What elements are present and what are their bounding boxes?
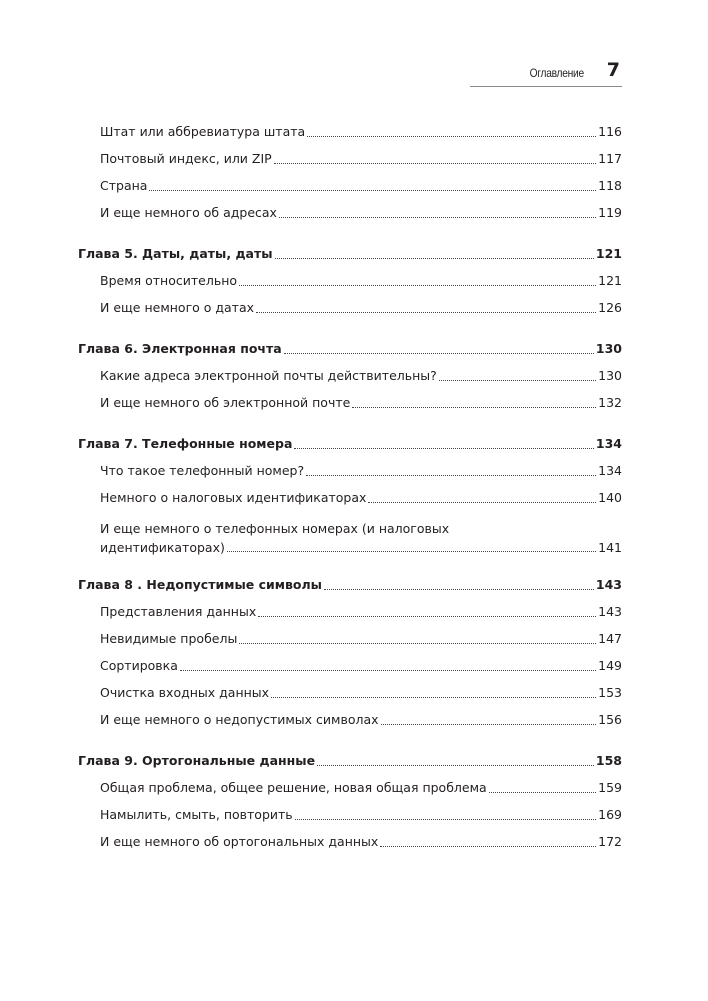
toc-group	[78, 335, 622, 416]
toc-group	[78, 118, 622, 226]
toc-entry	[78, 199, 622, 226]
chapter-title: Глава 8 . Недопустимые символы	[78, 577, 322, 592]
dot-leader	[256, 312, 596, 313]
dot-leader	[352, 407, 596, 408]
table-of-contents	[78, 118, 622, 855]
chapter-entry	[78, 571, 622, 598]
toc-entry	[78, 294, 622, 321]
chapter-entry	[78, 240, 622, 267]
toc-entry	[78, 679, 622, 706]
toc-group	[78, 430, 622, 557]
entry-title: Очистка входных данных	[100, 685, 270, 700]
entry-page: 126	[598, 300, 622, 315]
toc-entry	[78, 118, 622, 145]
toc-entry	[78, 774, 622, 801]
dot-leader	[275, 258, 594, 259]
chapter-page: 130	[595, 341, 622, 356]
dot-leader	[274, 163, 596, 164]
dot-leader	[381, 724, 597, 725]
entry-title: Время относительно	[100, 273, 238, 288]
entry-title: Какие адреса электронной почты действительны?	[100, 368, 437, 383]
entry-title: И еще немного об ортогональных данных	[100, 834, 379, 849]
dot-leader	[295, 819, 596, 820]
entry-title: И еще немного о телефонных номерах (и налоговых	[100, 521, 450, 536]
entry-page: 116	[598, 124, 622, 139]
entry-title: И еще немного об электронной почте	[100, 395, 351, 410]
dot-leader	[258, 616, 596, 617]
entry-page: 134	[598, 463, 622, 478]
dot-leader	[307, 136, 596, 137]
entry-title: Что такое телефонный номер?	[100, 463, 305, 478]
entry-title: Общая проблема, общее решение, новая общая проблема	[100, 780, 487, 795]
chapter-page: 134	[595, 436, 622, 451]
chapter-title: Глава 5. Даты, даты, даты	[78, 246, 273, 261]
toc-entry	[78, 457, 622, 484]
toc-group	[78, 240, 622, 321]
toc-entry	[78, 267, 622, 294]
entry-page: 147	[598, 631, 622, 646]
page-number: 7	[606, 59, 620, 81]
entry-title: Представления данных	[100, 604, 257, 619]
dot-leader	[279, 217, 596, 218]
toc-entry	[78, 801, 622, 828]
entry-title: Штат или аббревиатура штата	[100, 124, 306, 139]
dot-leader	[489, 792, 596, 793]
entry-title: Сортировка	[100, 658, 178, 673]
entry-page: 118	[598, 178, 622, 193]
entry-page: 159	[598, 780, 622, 795]
dot-leader	[324, 589, 594, 590]
chapter-entry	[78, 747, 622, 774]
toc-entry	[78, 172, 622, 199]
entry-title: Немного о налоговых идентификаторах	[100, 490, 367, 505]
dot-leader	[284, 353, 594, 354]
dot-leader	[271, 697, 596, 698]
dot-leader	[317, 765, 594, 766]
entry-title: И еще немного о датах	[100, 300, 255, 315]
entry-title: И еще немного о недопустимых символах	[100, 712, 379, 727]
chapter-page: 121	[595, 246, 622, 261]
toc-entry	[78, 598, 622, 625]
entry-title: Намылить, смыть, повторить	[100, 807, 293, 822]
entry-page: 140	[598, 490, 622, 505]
running-header	[470, 58, 622, 87]
entry-title: Почтовый индекс, или ZIP	[100, 151, 272, 166]
entry-title: Невидимые пробелы	[100, 631, 238, 646]
dot-leader	[306, 475, 596, 476]
entry-page: 143	[598, 604, 622, 619]
entry-title: И еще немного об адресах	[100, 205, 277, 220]
dot-leader	[180, 670, 596, 671]
entry-title-cont: идентификаторах)	[100, 540, 225, 555]
entry-page: 156	[598, 712, 622, 727]
entry-page: 132	[598, 395, 622, 410]
chapter-title: Глава 6. Электронная почта	[78, 341, 282, 356]
entry-page: 149	[598, 658, 622, 673]
dot-leader	[239, 285, 596, 286]
chapter-title: Глава 9. Ортогональные данные	[78, 753, 316, 768]
toc-entry	[78, 511, 622, 557]
header-title: Оглавление	[529, 66, 584, 80]
entry-page: 141	[598, 540, 622, 555]
toc-entry	[78, 145, 622, 172]
entry-page: 117	[598, 151, 622, 166]
dot-leader	[439, 380, 596, 381]
chapter-page: 143	[595, 577, 622, 592]
dot-leader	[380, 846, 596, 847]
chapter-title: Глава 7. Телефонные номера	[78, 436, 293, 451]
dot-leader	[294, 448, 594, 449]
dot-leader	[227, 551, 596, 552]
entry-page: 121	[598, 273, 622, 288]
toc-entry	[78, 652, 622, 679]
chapter-entry	[78, 430, 622, 457]
dot-leader	[239, 643, 596, 644]
toc-entry	[78, 389, 622, 416]
toc-entry	[78, 362, 622, 389]
entry-page: 130	[598, 368, 622, 383]
dot-leader	[368, 502, 596, 503]
toc-entry	[78, 484, 622, 511]
entry-title: Страна	[100, 178, 148, 193]
chapter-page: 158	[595, 753, 622, 768]
toc-group	[78, 747, 622, 855]
entry-page: 119	[598, 205, 622, 220]
entry-line-2	[100, 538, 622, 557]
entry-page: 169	[598, 807, 622, 822]
dot-leader	[149, 190, 596, 191]
chapter-entry	[78, 335, 622, 362]
toc-entry	[78, 706, 622, 733]
toc-entry	[78, 625, 622, 652]
toc-entry	[78, 828, 622, 855]
entry-page: 153	[598, 685, 622, 700]
entry-page: 172	[598, 834, 622, 849]
toc-group	[78, 571, 622, 733]
